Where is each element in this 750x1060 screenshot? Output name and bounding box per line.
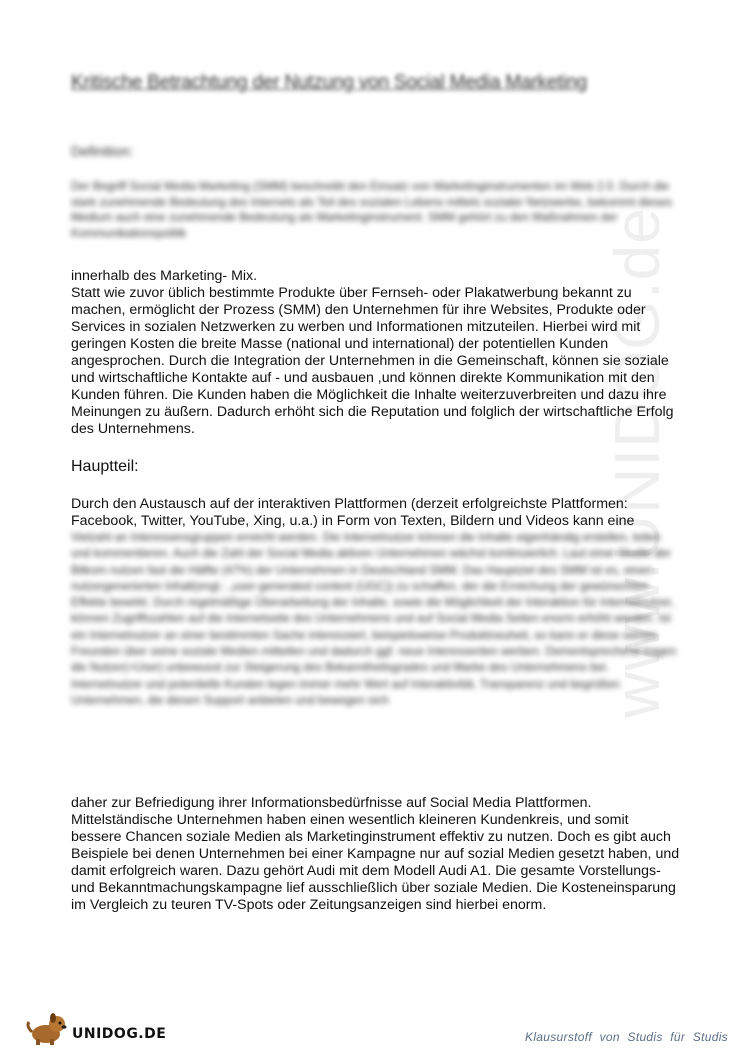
dog-icon	[24, 1012, 70, 1046]
main-section-heading: Hauptteil:	[71, 458, 139, 475]
main-paragraph-bottom: daher zur Befriedigung ihrer Informationsbedürfnisse auf Social Media Plattformen. Mittelständische Unternehmen haben einen wesentlich kleineren Kundenkreis, und somit bessere Chancen soziale Medien als Marketinginstrument effektiv zu nutzen. Doch es gibt auch Beispiele bei denen Unternehmen bei einer Kampagne nur auf sozial Medien gesetzt haben, und damit erfolgreich waren. Dazu gehört Audi mit dem Modell Audi A1. Die gesamte Vorstellungs- und Bekanntmachungskampagne lief ausschließlich über soziale Medien. Die Kosteneinsparung im Vergleich zu teuren TV-Spots oder Zeitungsanzeigen sind hierbei enorm.	[71, 795, 680, 913]
blurred-main-paragraph: Vielzahl an Interessensgruppen erreicht werden. Die Internetnutzer können die Inhalte eigenhändig erstellen, teilen und kommentieren. Auch die Zahl der Social Media aktiven Unternehmen wächst kontinuierlich. Laut einer Studie der Bitkom nutzen fast die Hälfte (47%) der Unternehmen in Deutschland SMM. Das Hauptziel des SMM ist es, einen nutzergenerierten Inhalt(engl.: „user-generated content (UGC)) zu schaffen, der die Erreichung der gewünschten Effekte bewirkt. Durch regelmäßige Überarbeitung der Inhalte, sowie die Möglichkeit der Interaktion für Internetnutzer, können Zugriffszahlen auf die Internetseite des Unternehmens und auf Social Media Seiten enorm erhöht werden. Ist ein Internetnutzer an einer bestimmten Sache interessiert, beispielsweise Produktneuheit, so kann er diese seinen Freunden über seine soziale Medien mitteilen und dadurch ggf. neue Interessenten werben. Dementsprechend tragen die Nutzer(=User) unbewusst zur Steigerung des Bekanntheitsgrades und Marke des Unternehmens bei. Internetnutzer und potentielle Kunden legen immer mehr Wert auf Interaktivität, Transparenz und begrüßen Unternehmen, die diesen Support anbieten und bewegen sich	[71, 531, 677, 707]
definition-paragraph: innerhalb des Marketing- Mix. Statt wie zuvor üblich bestimmte Produkte über Fernseh- oder Plakatwerbung bekannt zu machen, ermöglicht der Prozess (SMM) den Unternehmen für ihre Websites, Produkte oder Services in sozialen Netzwerken zu werben und Informationen mitzuteilen. Hierbei wird mit geringen Kosten die breite Masse (national und international) der potentiellen Kunden angesprochen. Durch die Integration der Unternehmen in die Gemeinschaft, können sie soziale und wirtschaftliche Kontakte auf - und ausbauen ,und können direkte Kommunikation mit den Kunden führen. Die Kunden haben die Möglichkeit die Inhalte weiterzuverbreiten und dazu ihre Meinungen zu äußern. Dadurch erhöht sich die Reputation und folglich der wirtschaftliche Erfolg des Unternehmens.	[71, 268, 674, 437]
unidog-logo	[24, 1012, 167, 1046]
document-title: Kritische Betrachtung der Nutzung von Social Media Marketing	[71, 72, 588, 93]
footer-tagline: Klausurstoff von Studis für Studis	[525, 1030, 728, 1044]
logo-wordmark: UNIDOG.DE	[72, 1026, 167, 1042]
main-paragraph-top: Durch den Austausch auf der interaktiven Plattformen (derzeit erfolgreichste Plattformen: Facebook, Twitter, YouTube, Xing, u.a.) in Form von Texten, Bildern und Videos kann eine	[71, 496, 635, 529]
blurred-intro-paragraph: Der Begriff Social Media Marketing (SMM) beschreibt den Einsatz von Marketinginstrumenten im Web 2.0. Durch die stark zunehmende Bedeutung des Internets als Teil des sozialen Lebens mittels sozialer Netzwerke, bekommt dieses Medium auch eine zunehmende Bedeutung als Marketinginstrument. SMM gehört zu den Maßnahmen der Kommunikationspolitik	[71, 180, 673, 240]
watermark-text: www.UNIDOG.de	[601, 207, 673, 718]
definition-heading: Definition:	[71, 143, 134, 159]
